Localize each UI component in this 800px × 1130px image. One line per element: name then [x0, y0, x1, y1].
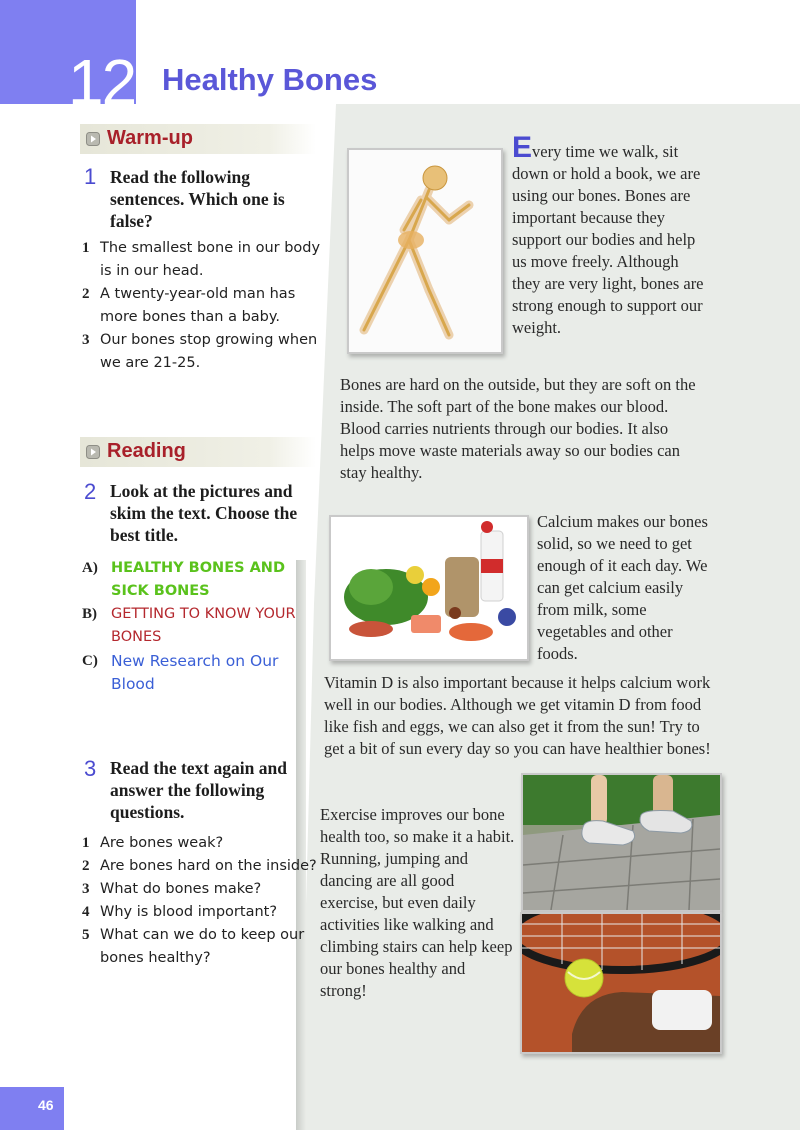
list-item: 1 Are bones weak? [82, 835, 224, 851]
list-item: 1 The smallest bone in our body is in our head. [82, 240, 321, 279]
reading-header [80, 437, 316, 467]
question-2-text: Look at the pictures and skim the text. Choose the best title. [110, 481, 298, 545]
question-number-2: 2 [84, 479, 97, 504]
page-number-box [0, 1087, 64, 1130]
option-b-text: GETTING TO KNOW YOUR BONES [111, 606, 296, 645]
question-number-3: 3 [84, 756, 97, 781]
tennis-racket-photo [520, 912, 722, 1054]
section-arrow-icon [86, 132, 100, 146]
question-1-text: Read the following sentences. Which one is false? [110, 167, 285, 231]
option-a: A) HEALTHY BONES AND SICK BONES [82, 557, 312, 603]
option-c: C) New Research on Our Blood [82, 650, 312, 696]
skeleton-runner-photo [347, 148, 503, 354]
unit-title: Healthy Bones [162, 62, 378, 97]
warmup-header [80, 124, 316, 154]
article-paragraph-2: Bones are hard on the outside, but they are soft on the inside. The soft part of the bone makes our blood. Blood carries nutrients through our bodies. It also helps move waste materials away so our bodies can stay healthy. [340, 375, 696, 482]
question-3-text: Read the text again and answer the following questions. [110, 758, 287, 822]
unit-number: 12 [68, 46, 136, 118]
option-c-text: New Research on Our Blood [111, 652, 279, 693]
warmup-statement-list [82, 237, 322, 375]
section-arrow-icon [86, 445, 100, 459]
list-item: 2 Are bones hard on the inside? [82, 858, 317, 874]
list-item: 3 Our bones stop growing when we are 21-25. [82, 332, 318, 371]
calcium-foods-photo [329, 515, 529, 661]
reading-title: Reading [107, 440, 186, 462]
list-item: 3 What do bones make? [82, 881, 262, 897]
reading-question-list [82, 832, 322, 970]
option-a-text: HEALTHY BONES AND SICK BONES [111, 560, 285, 599]
page-number: 46 [38, 1097, 54, 1113]
walking-shoes-photo [521, 773, 722, 912]
unit-number-block [0, 0, 136, 118]
article-paragraph-5: Exercise improves our bone health too, so make it a habit. Running, jumping and dancing are all good exercise, but even daily activities like walking and climbing stairs can help keep our bones healthy and strong! [320, 805, 515, 1000]
drop-cap-letter: E [512, 131, 533, 164]
option-b: B) GETTING TO KNOW YOUR BONES [82, 603, 312, 649]
article-paragraph-1: Every time we walk, sit down or hold a book, we are using our bones. Bones are important because they support our bodies and help us move freely. Although they are very light, bones are strong enough to support our weight. [512, 131, 704, 337]
list-item: 4 Why is blood important? [82, 904, 278, 920]
list-item: 2 A twenty-year-old man has more bones than a baby. [82, 286, 296, 325]
list-item: 5 What can we do to keep our bones healthy? [82, 927, 305, 966]
warmup-title: Warm-up [107, 127, 193, 149]
question-number-1: 1 [84, 164, 97, 189]
article-paragraph-3: Calcium makes our bones solid, so we need to get enough of it each day. We can get calcium easily from milk, some vegetables and other foods. [537, 512, 708, 663]
article-paragraph-4: Vitamin D is also important because it helps calcium work well in our bodies. Although we get vitamin D from food like fish and eggs, we can also get it from the sun! Try to get a bit of sun every day so you can have healthier bones! [324, 673, 711, 758]
